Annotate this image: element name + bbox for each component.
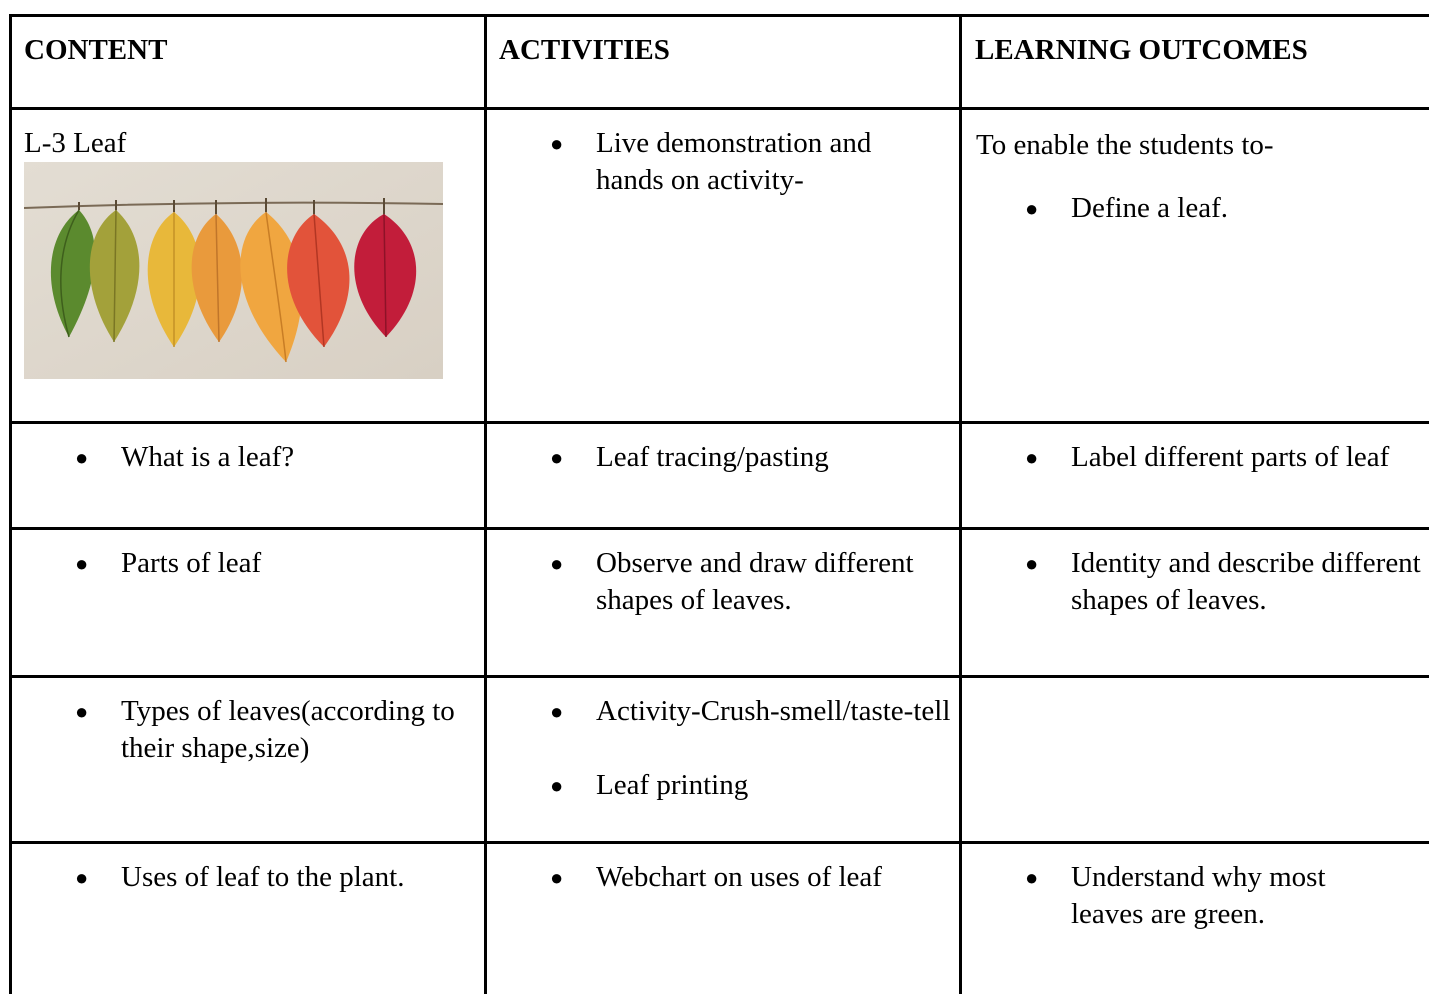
content-text: Types of leaves(according to their shape,size) xyxy=(121,695,455,764)
table-border-left xyxy=(9,14,12,994)
bullet: ● xyxy=(1025,196,1039,221)
content-text: What is a leaf? xyxy=(121,441,295,473)
activity-text: Webchart on uses of leaf xyxy=(596,861,882,893)
bullet: ● xyxy=(75,865,89,890)
bullet: ● xyxy=(550,445,564,470)
activity-text: Leaf printing xyxy=(596,769,749,801)
content-text: Parts of leaf xyxy=(121,547,262,579)
header-content: CONTENT xyxy=(24,34,168,66)
outcome-text: Define a leaf. xyxy=(1071,192,1228,224)
bullet: ● xyxy=(75,445,89,470)
autumn-leaves-photo xyxy=(24,162,443,379)
activity-text: Observe and draw different shapes of leaves. xyxy=(596,547,914,616)
table-row-divider xyxy=(9,107,1429,110)
lesson-title: L-3 Leaf xyxy=(24,127,127,159)
header-activities: ACTIVITIES xyxy=(499,34,670,66)
bullet: ● xyxy=(550,773,564,798)
table-row-divider xyxy=(9,841,1429,844)
bullet: ● xyxy=(75,699,89,724)
outcome-text: Identity and describe different shapes of leaves. xyxy=(1071,547,1421,616)
bullet: ● xyxy=(1025,445,1039,470)
outcome-intro: To enable the students to- xyxy=(976,129,1274,161)
bullet: ● xyxy=(550,551,564,576)
table-col-divider xyxy=(484,14,487,994)
bullet: ● xyxy=(75,551,89,576)
activity-text: Leaf tracing/pasting xyxy=(596,441,829,473)
table-row-divider xyxy=(9,675,1429,678)
bullet: ● xyxy=(1025,551,1039,576)
table-border-top xyxy=(9,14,1429,17)
header-learning-outcomes: LEARNING OUTCOMES xyxy=(975,34,1308,66)
content-text: Uses of leaf to the plant. xyxy=(121,861,405,893)
bullet: ● xyxy=(550,699,564,724)
table-row-divider xyxy=(9,421,1429,424)
activity-text: Live demonstration and hands on activity- xyxy=(596,127,872,196)
bullet: ● xyxy=(550,865,564,890)
bullet: ● xyxy=(550,131,564,156)
activity-text: Activity-Crush-smell/taste-tell xyxy=(596,695,951,727)
table-col-divider xyxy=(959,14,962,994)
bullet: ● xyxy=(1025,865,1039,890)
table-row-divider xyxy=(9,527,1429,530)
outcome-text: Label different parts of leaf xyxy=(1071,441,1390,473)
outcome-text: Understand why most leaves are green. xyxy=(1071,861,1326,930)
